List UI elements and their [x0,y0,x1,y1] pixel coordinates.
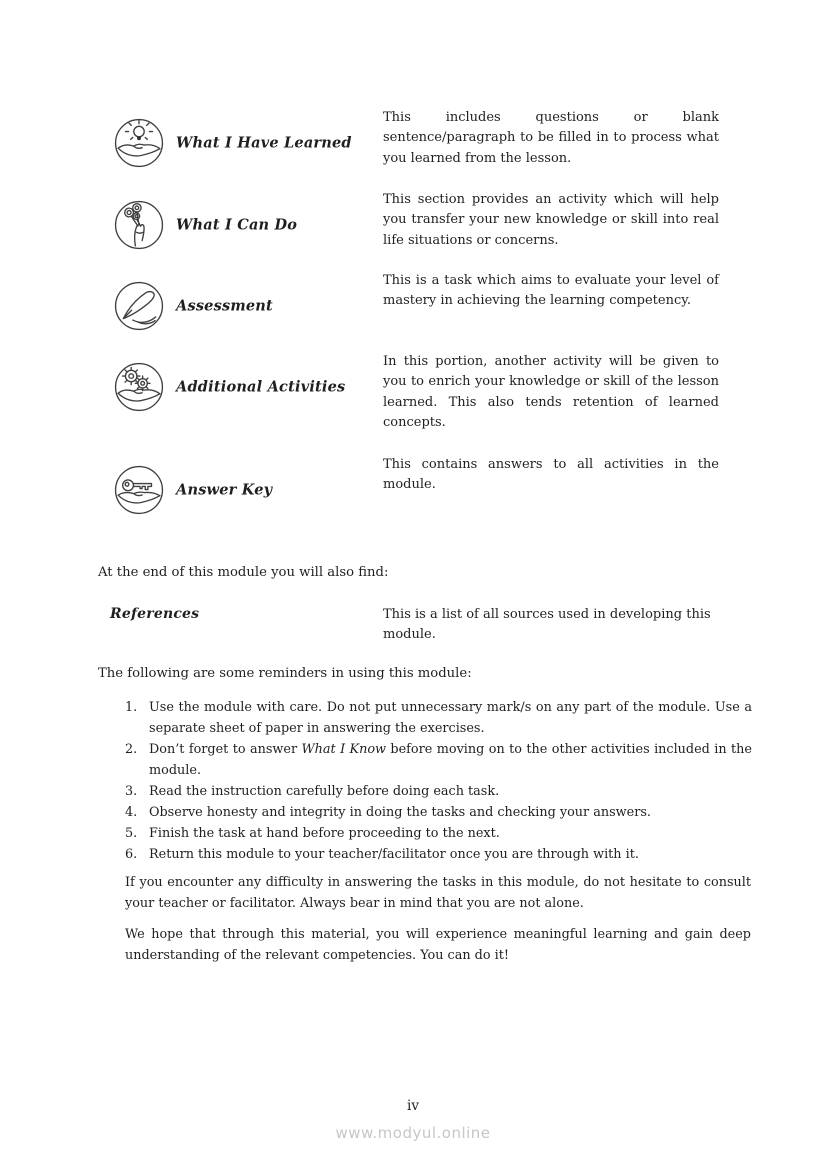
list-item [125,802,752,823]
section-label: Assessment [176,297,273,315]
hand-flowers-icon [114,200,164,250]
list-item-text: Return this module to your teacher/facilitator once you are through with it. [149,847,639,862]
watermark-url: www.modyul.online [335,1124,491,1142]
section-description: In this portion, another activity will be given to you to enrich your knowledge or skill of the lesson learned. This also tends retention of learned concepts. [383,354,719,431]
reminder-list [125,697,752,865]
list-item-number: 2. [125,742,138,757]
list-item-number: 5. [125,826,138,841]
closing-paragraph: We hope that through this material, you will experience meaningful learning and gain deep understanding of the relevant competencies. You can do it! [125,927,751,963]
section-label: Additional Activities [176,378,346,396]
list-item-number: 6. [125,847,138,862]
list-item-text: Observe honesty and integrity in doing the tasks and checking your answers. [149,805,651,820]
list-item-number: 3. [125,784,138,799]
section-description: This is a task which aims to evaluate your level of mastery in achieving the learning competency. [383,273,719,309]
hand-gears-icon [114,362,164,412]
references-description: This is a list of all sources used in developing this module. [383,607,711,643]
list-item-text: Read the instruction carefully before doing each task. [149,784,500,799]
list-item [125,697,752,739]
list-item-number: 4. [125,805,138,820]
list-item-number: 1. [125,700,138,715]
hand-lightbulb-icon [114,118,164,168]
list-item-text: Don’t forget to answer What I Know before moving on to the other activities included in the module. [149,742,752,778]
section-label: What I Have Learned [176,134,352,152]
list-item [125,823,752,844]
hand-key-icon [114,465,164,515]
section-label: What I Can Do [176,216,298,234]
list-item [125,739,752,781]
list-item [125,781,752,802]
section-description: This section provides an activity which will help you transfer your new knowledge or skill into real life situations or concerns. [383,192,719,248]
section-description: This contains answers to all activities in the module. [383,457,719,493]
list-item-text: Use the module with care. Do not put unnecessary mark/s on any part of the module. Use a separate sheet of paper in answering the exercises. [149,700,752,736]
end-note: At the end of this module you will also find: [98,565,389,580]
section-label: Answer Key [176,481,273,499]
references-label: References [110,606,200,622]
list-item-text: Finish the task at hand before proceeding to the next. [149,826,500,841]
hand-pen-icon [114,281,164,331]
reminders-intro: The following are some reminders in using this module: [98,666,472,681]
closing-paragraph: If you encounter any difficulty in answering the tasks in this module, do not hesitate to consult your teacher or facilitator. Always bear in mind that you are not alone. [125,875,751,911]
list-item [125,844,752,865]
page-number: iv [407,1098,419,1114]
section-description: This includes questions or blank sentence/paragraph to be filled in to process what you learned from the lesson. [383,110,719,166]
